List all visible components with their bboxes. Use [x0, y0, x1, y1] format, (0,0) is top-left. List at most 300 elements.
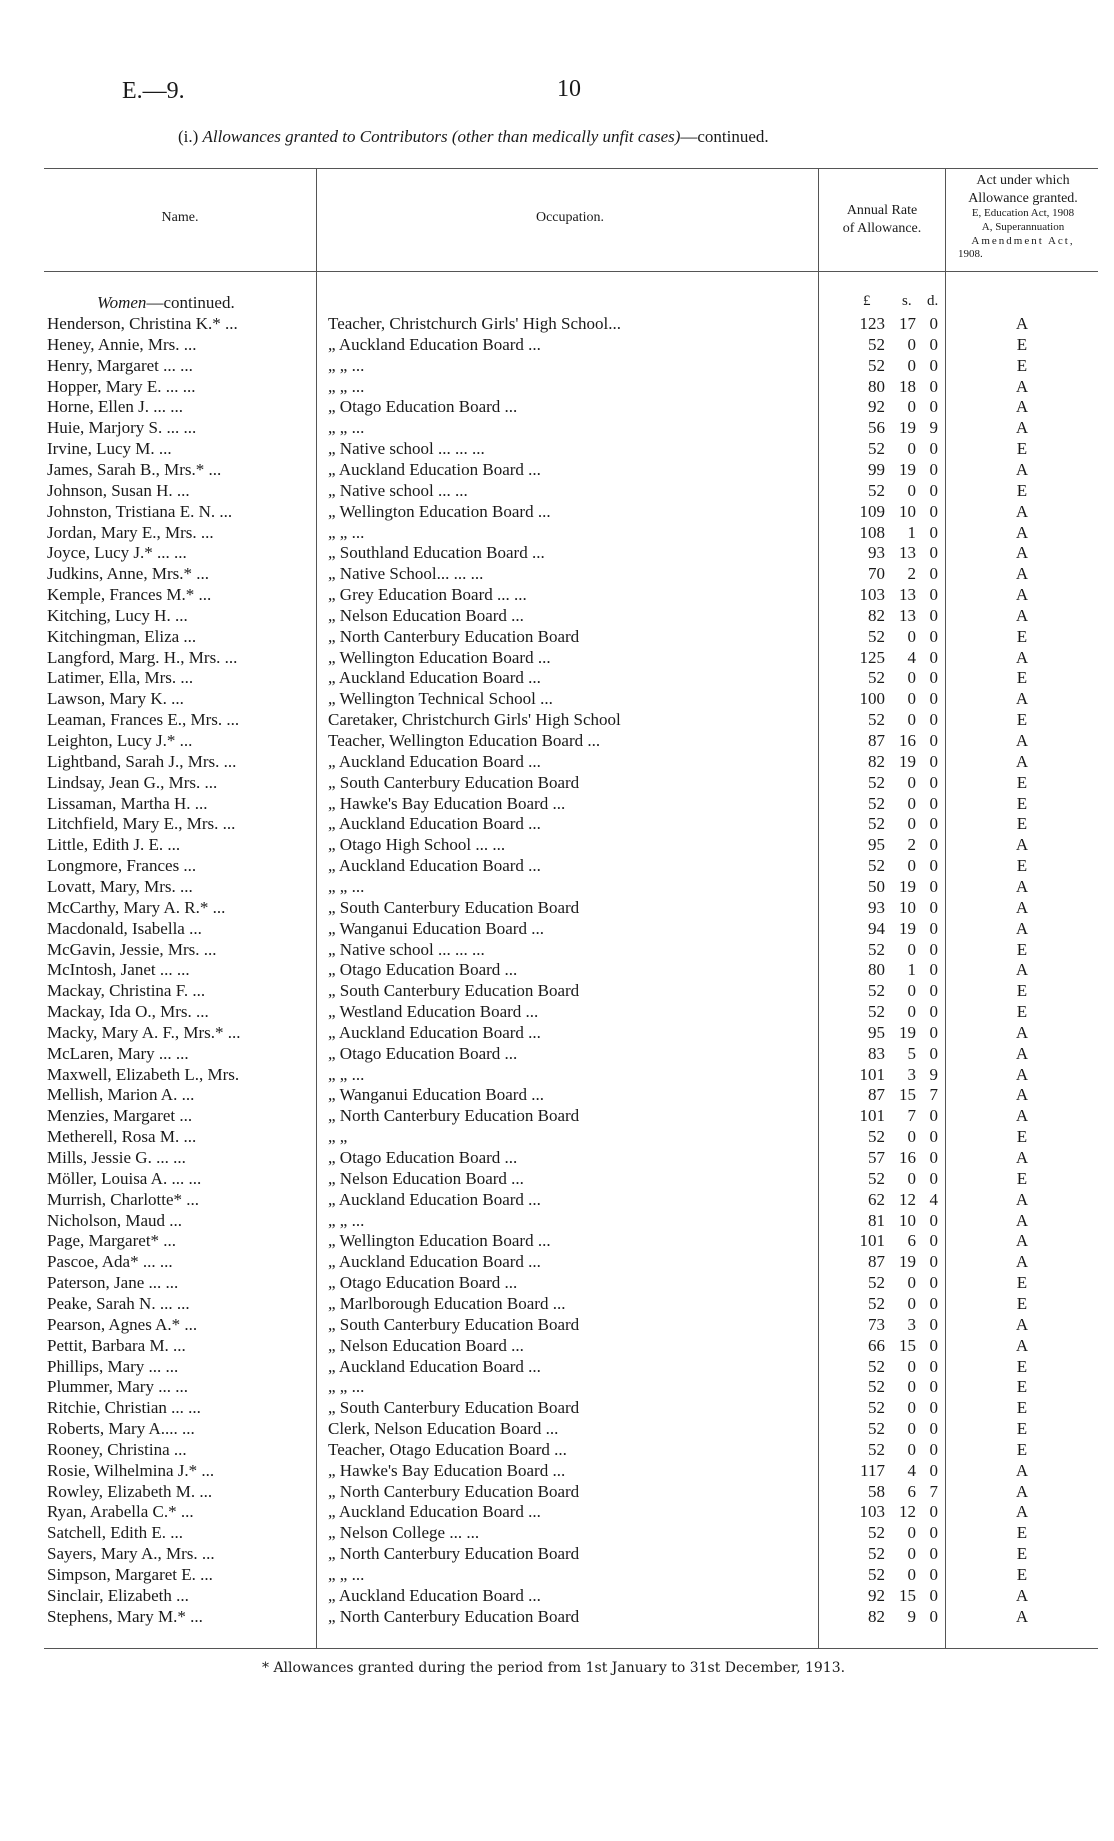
row-occupation: „ „ ...: [328, 1064, 365, 1084]
row-pence: 0: [929, 1565, 938, 1584]
table-row: [0, 1482, 1114, 1503]
row-shillings: 6: [907, 1481, 916, 1501]
row-pounds: 117: [860, 1460, 885, 1480]
row-act: A: [1015, 1502, 1029, 1522]
row-shillings: 10: [899, 1210, 916, 1230]
row-name: Ritchie, Christian ... ...: [47, 1398, 201, 1418]
row-act: A: [1015, 1606, 1029, 1626]
table-row: [0, 1065, 1114, 1086]
row-pence: 0: [929, 710, 938, 730]
row-pence: 0: [929, 334, 938, 354]
row-act: E: [1016, 710, 1028, 730]
row-name: Metherell, Rosa M. ...: [47, 1127, 197, 1147]
table-row: [0, 627, 1114, 648]
row-occupation: „ „ ...: [328, 1377, 365, 1397]
table-row: [0, 1211, 1114, 1232]
row-shillings: 0: [907, 814, 916, 834]
row-occupation: „ Grey Education Board ... ...: [328, 585, 527, 605]
row-act: E: [1016, 1168, 1028, 1188]
table-row: [0, 418, 1114, 439]
row-pounds: 58: [868, 1481, 885, 1501]
row-pence: 9: [929, 1064, 938, 1084]
row-pounds: 52: [868, 1565, 885, 1584]
row-pounds: 87: [868, 1085, 885, 1105]
table-row: [0, 1169, 1114, 1190]
row-shillings: 4: [907, 647, 916, 667]
row-occupation: „ North Canterbury Education Board: [328, 626, 580, 646]
row-pence: 0: [929, 1460, 938, 1480]
table-row: [0, 731, 1114, 752]
row-name: Pascoe, Ada* ... ...: [47, 1252, 173, 1272]
row-name: Johnson, Susan H. ...: [47, 480, 190, 500]
row-pence: 0: [929, 397, 938, 417]
table-row: [0, 919, 1114, 940]
row-act: E: [1016, 1273, 1028, 1293]
row-pence: 0: [929, 668, 938, 688]
row-pounds: 92: [868, 1585, 885, 1605]
row-act: E: [1016, 772, 1028, 792]
row-name: Mackay, Ida O., Mrs. ...: [47, 1002, 209, 1022]
row-pence: 0: [929, 1127, 938, 1147]
row-occupation: „ „ ...: [328, 1210, 365, 1230]
row-act: A: [1015, 1314, 1029, 1334]
row-pounds: 52: [868, 480, 885, 500]
row-pounds: 83: [868, 1043, 885, 1063]
row-pence: 0: [929, 439, 938, 459]
row-act: E: [1016, 626, 1028, 646]
row-act: A: [1015, 522, 1029, 542]
row-occupation: „ Auckland Education Board ...: [328, 856, 541, 876]
table-row: [0, 335, 1114, 356]
row-name: Murrish, Charlotte* ...: [47, 1189, 200, 1209]
row-pence: 0: [929, 772, 938, 792]
act-header-line4: A, Superannuation: [981, 220, 1065, 233]
act-header-line2: Allowance granted.: [968, 190, 1078, 206]
row-pounds: 52: [868, 1273, 885, 1293]
row-pounds: 101: [859, 1064, 885, 1084]
row-pounds: 52: [868, 626, 885, 646]
row-shillings: 2: [907, 564, 916, 584]
table-row: [0, 981, 1114, 1002]
row-pounds: 52: [868, 772, 885, 792]
row-pounds: 73: [868, 1314, 885, 1334]
row-act: A: [1015, 1231, 1029, 1251]
row-act: A: [1015, 1585, 1029, 1605]
row-act: A: [1015, 1148, 1029, 1167]
row-act: A: [1015, 1043, 1029, 1063]
table-row: [0, 1044, 1114, 1065]
row-pounds: 101: [859, 1106, 885, 1126]
row-pence: 0: [929, 314, 938, 333]
row-pence: 0: [929, 1356, 938, 1376]
row-occupation: „ Auckland Education Board ...: [328, 668, 541, 688]
row-occupation: „ Hawke's Bay Education Board ...: [328, 793, 566, 813]
row-pounds: 52: [868, 1356, 885, 1376]
row-shillings: 0: [907, 439, 916, 459]
row-occupation: „ Auckland Education Board ...: [328, 1585, 541, 1605]
table-row: [0, 502, 1114, 523]
row-act: E: [1016, 1398, 1028, 1418]
row-pounds: 52: [868, 1377, 885, 1397]
row-shillings: 0: [907, 1439, 916, 1459]
row-shillings: 1: [907, 522, 916, 542]
row-act: A: [1015, 1252, 1029, 1272]
row-name: McIntosh, Janet ... ...: [47, 960, 190, 980]
row-pounds: 56: [868, 418, 885, 438]
row-shillings: 5: [907, 1043, 916, 1063]
row-occupation: „ Otago Education Board ...: [328, 397, 518, 417]
row-act: E: [1016, 1127, 1028, 1147]
row-pounds: 109: [859, 501, 885, 521]
row-shillings: 13: [899, 605, 916, 625]
row-occupation: „ North Canterbury Education Board: [328, 1606, 580, 1626]
row-pence: 0: [929, 585, 938, 605]
table-row: [0, 877, 1114, 898]
row-name: Henderson, Christina K.* ...: [47, 314, 238, 333]
act-header-line1: Act under which: [976, 173, 1070, 188]
row-name: Hopper, Mary E. ... ...: [47, 376, 196, 396]
row-pounds: 52: [868, 1544, 885, 1564]
row-act: A: [1015, 564, 1029, 584]
table-row: [0, 1273, 1114, 1294]
row-occupation: „ South Canterbury Education Board: [328, 1314, 580, 1334]
table-row: [0, 1523, 1114, 1544]
pence-unit: d.: [927, 293, 939, 309]
table-row: [0, 1106, 1114, 1127]
row-shillings: 19: [899, 418, 916, 438]
row-shillings: 17: [899, 314, 916, 333]
row-pence: 0: [929, 1293, 938, 1313]
row-shillings: 0: [907, 1398, 916, 1418]
table-row: [0, 585, 1114, 606]
row-pence: 0: [929, 1335, 938, 1355]
row-shillings: 0: [907, 1544, 916, 1564]
row-act: E: [1016, 1419, 1028, 1439]
row-shillings: 0: [907, 689, 916, 709]
row-pence: 9: [929, 418, 938, 438]
row-name: Pearson, Agnes A.* ...: [47, 1314, 198, 1334]
row-pence: 0: [929, 1523, 938, 1543]
row-pence: 0: [929, 1544, 938, 1564]
row-occupation: „ „: [328, 1127, 348, 1147]
row-shillings: 16: [899, 1148, 916, 1167]
row-name: Rooney, Christina ...: [47, 1439, 187, 1459]
row-pence: 4: [929, 1189, 938, 1209]
table-row: [0, 1085, 1114, 1106]
row-occupation: „ Native School... ... ...: [328, 564, 484, 584]
row-name: Peake, Sarah N. ... ...: [47, 1293, 190, 1313]
row-act: A: [1015, 543, 1029, 563]
table-row: [0, 940, 1114, 961]
row-pence: 0: [929, 626, 938, 646]
row-pence: 0: [929, 939, 938, 959]
row-pence: 0: [929, 1106, 938, 1126]
row-occupation: „ Wanganui Education Board ...: [328, 918, 544, 938]
table-row: [0, 1252, 1114, 1273]
row-occupation: Teacher, Otago Education Board ...: [328, 1439, 567, 1459]
row-occupation: Teacher, Wellington Education Board ...: [328, 731, 601, 750]
row-act: E: [1016, 1377, 1028, 1397]
row-pounds: 103: [859, 1502, 885, 1522]
row-pounds: 52: [868, 939, 885, 959]
table-row: [0, 1377, 1114, 1398]
row-pence: 0: [929, 1585, 938, 1605]
row-shillings: 0: [907, 480, 916, 500]
row-pence: 0: [929, 897, 938, 917]
row-shillings: 0: [907, 1377, 916, 1397]
row-act: A: [1015, 835, 1029, 855]
row-pounds: 80: [868, 960, 885, 980]
row-pence: 0: [929, 564, 938, 584]
row-pounds: 82: [868, 751, 885, 771]
row-act: E: [1016, 981, 1028, 1001]
row-act: A: [1015, 605, 1029, 625]
row-pence: 0: [929, 856, 938, 876]
row-pounds: 87: [868, 1252, 885, 1272]
row-name: Jordan, Mary E., Mrs. ...: [47, 522, 214, 542]
header-bottom-rule: [44, 271, 1098, 272]
rate-header-line2: of Allowance.: [842, 220, 922, 236]
row-name: Maxwell, Elizabeth L., Mrs.: [47, 1064, 240, 1084]
row-occupation: „ Hawke's Bay Education Board ...: [328, 1460, 566, 1480]
row-name: Litchfield, Mary E., Mrs. ...: [47, 814, 236, 834]
table-row: [0, 439, 1114, 460]
row-pence: 7: [929, 1481, 938, 1501]
row-shillings: 0: [907, 1293, 916, 1313]
row-name: Lightband, Sarah J., Mrs. ...: [47, 751, 237, 771]
row-pounds: 52: [868, 1419, 885, 1439]
row-pence: 0: [929, 1273, 938, 1293]
table-row: [0, 898, 1114, 919]
row-shillings: 15: [899, 1585, 916, 1605]
row-shillings: 15: [899, 1335, 916, 1355]
table-bottom-rule: [44, 1648, 1098, 1649]
row-name: Lindsay, Jean G., Mrs. ...: [47, 772, 218, 792]
row-act: E: [1016, 939, 1028, 959]
row-act: A: [1015, 1085, 1029, 1105]
row-shillings: 3: [907, 1314, 916, 1334]
row-shillings: 19: [899, 459, 916, 479]
row-occupation: „ Nelson Education Board ...: [328, 605, 524, 625]
row-shillings: 0: [907, 710, 916, 730]
column-header-name: Name.: [161, 210, 199, 225]
row-act: A: [1015, 397, 1029, 417]
row-shillings: 9: [907, 1606, 916, 1626]
row-occupation: „ Nelson College ... ...: [328, 1523, 480, 1543]
row-act: A: [1015, 1064, 1029, 1084]
table-row: [0, 377, 1114, 398]
row-pence: 0: [929, 355, 938, 375]
row-pounds: 108: [859, 522, 885, 542]
table-row: [0, 668, 1114, 689]
row-shillings: 0: [907, 856, 916, 876]
row-shillings: 0: [907, 1419, 916, 1439]
row-occupation: „ South Canterbury Education Board: [328, 981, 580, 1001]
row-shillings: 0: [907, 1168, 916, 1188]
row-name: Sayers, Mary A., Mrs. ...: [47, 1544, 215, 1564]
row-act: A: [1015, 689, 1029, 709]
row-pounds: 70: [868, 564, 885, 584]
table-row: [0, 1565, 1114, 1586]
row-act: E: [1016, 856, 1028, 876]
row-pence: 0: [929, 731, 938, 750]
row-pounds: 100: [859, 689, 885, 709]
row-name: Lovatt, Mary, Mrs. ...: [47, 876, 193, 896]
table-row: [0, 1002, 1114, 1023]
row-name: Leaman, Frances E., Mrs. ...: [47, 710, 240, 730]
row-pounds: 52: [868, 856, 885, 876]
table-row: [0, 356, 1114, 377]
row-pence: 0: [929, 960, 938, 980]
row-shillings: 19: [899, 876, 916, 896]
row-occupation: „ „ ...: [328, 418, 365, 438]
row-occupation: „ Auckland Education Board ...: [328, 334, 541, 354]
row-shillings: 16: [899, 731, 916, 750]
row-pence: 0: [929, 876, 938, 896]
row-occupation: „ „ ...: [328, 876, 365, 896]
row-pence: 0: [929, 751, 938, 771]
row-pounds: 52: [868, 1293, 885, 1313]
table-row: [0, 564, 1114, 585]
table-row: [0, 1190, 1114, 1211]
row-pounds: 52: [868, 1168, 885, 1188]
row-pounds: 87: [868, 731, 885, 750]
row-shillings: 0: [907, 981, 916, 1001]
row-act: A: [1015, 647, 1029, 667]
document-reference: E.—9.: [122, 78, 185, 104]
table-row: [0, 543, 1114, 564]
table-row: [0, 710, 1114, 731]
row-act: A: [1015, 918, 1029, 938]
row-pounds: 52: [868, 355, 885, 375]
row-name: Little, Edith J. E. ...: [47, 835, 181, 855]
row-occupation: „ Auckland Education Board ...: [328, 1252, 541, 1272]
row-act: A: [1015, 376, 1029, 396]
row-shillings: 13: [899, 543, 916, 563]
row-name: Lissaman, Martha H. ...: [47, 793, 208, 813]
row-shillings: 0: [907, 1356, 916, 1376]
row-shillings: 7: [907, 1106, 916, 1126]
row-pounds: 52: [868, 334, 885, 354]
row-act: A: [1015, 1460, 1029, 1480]
row-name: Mills, Jessie G. ... ...: [47, 1148, 186, 1167]
row-name: Page, Margaret* ...: [47, 1231, 177, 1251]
row-occupation: „ Wellington Education Board ...: [328, 1231, 551, 1251]
row-occupation: „ Auckland Education Board ...: [328, 459, 541, 479]
row-occupation: „ Native school ... ... ...: [328, 939, 485, 959]
row-pence: 0: [929, 501, 938, 521]
table-row: [0, 606, 1114, 627]
row-name: Simpson, Margaret E. ...: [47, 1565, 213, 1584]
row-pounds: 50: [868, 876, 885, 896]
row-shillings: 0: [907, 793, 916, 813]
table-row: [0, 1023, 1114, 1044]
table-row: [0, 1398, 1114, 1419]
table-row: [0, 1502, 1114, 1523]
row-pence: 0: [929, 605, 938, 625]
row-shillings: 0: [907, 355, 916, 375]
row-pence: 0: [929, 459, 938, 479]
row-pence: 0: [929, 1002, 938, 1022]
row-occupation: „ Otago High School ... ...: [328, 835, 506, 855]
table-row: [0, 1607, 1114, 1628]
row-act: E: [1016, 334, 1028, 354]
row-pence: 0: [929, 1168, 938, 1188]
row-shillings: 1: [907, 960, 916, 980]
row-shillings: 15: [899, 1085, 916, 1105]
row-pence: 0: [929, 814, 938, 834]
row-pence: 0: [929, 1377, 938, 1397]
row-shillings: 0: [907, 626, 916, 646]
page-number: 10: [557, 76, 581, 102]
row-pounds: 52: [868, 1398, 885, 1418]
row-pounds: 93: [868, 897, 885, 917]
row-shillings: 3: [907, 1064, 916, 1084]
row-name: Latimer, Ella, Mrs. ...: [47, 668, 194, 688]
table-row: [0, 1440, 1114, 1461]
row-act: A: [1015, 960, 1029, 980]
row-act: E: [1016, 1002, 1028, 1022]
row-occupation: „ Auckland Education Board ...: [328, 1502, 541, 1522]
row-name: Longmore, Frances ...: [47, 856, 197, 876]
row-pence: 0: [929, 918, 938, 938]
row-name: McLaren, Mary ... ...: [47, 1043, 189, 1063]
row-act: E: [1016, 793, 1028, 813]
pounds-unit: £: [863, 293, 871, 309]
row-occupation: „ Auckland Education Board ...: [328, 1356, 541, 1376]
row-pence: 0: [929, 1419, 938, 1439]
row-pence: 7: [929, 1085, 938, 1105]
row-pence: 0: [929, 793, 938, 813]
row-act: E: [1016, 480, 1028, 500]
row-shillings: 0: [907, 1002, 916, 1022]
row-name: Rosie, Wilhelmina J.* ...: [47, 1460, 215, 1480]
row-name: James, Sarah B., Mrs.* ...: [47, 459, 222, 479]
row-pounds: 93: [868, 543, 885, 563]
table-row: [0, 773, 1114, 794]
row-occupation: „ „ ...: [328, 376, 365, 396]
row-shillings: 19: [899, 1022, 916, 1042]
row-act: A: [1015, 751, 1029, 771]
row-pence: 0: [929, 522, 938, 542]
table-row: [0, 1127, 1114, 1148]
row-act: A: [1015, 314, 1029, 333]
row-pounds: 52: [868, 710, 885, 730]
row-pounds: 101: [859, 1231, 885, 1251]
table-row: [0, 397, 1114, 418]
row-pounds: 52: [868, 793, 885, 813]
row-pounds: 52: [868, 668, 885, 688]
row-occupation: „ Wellington Education Board ...: [328, 501, 551, 521]
row-shillings: 12: [899, 1502, 916, 1522]
row-occupation: „ Auckland Education Board ...: [328, 1189, 541, 1209]
table-top-rule: [44, 168, 1098, 169]
row-name: Satchell, Edith E. ...: [47, 1523, 183, 1543]
row-pence: 0: [929, 1252, 938, 1272]
row-name: Nicholson, Maud ...: [47, 1210, 183, 1230]
row-pounds: 99: [868, 459, 885, 479]
row-act: E: [1016, 668, 1028, 688]
row-occupation: „ Wellington Technical School ...: [328, 689, 553, 709]
shillings-unit: s.: [902, 293, 912, 309]
row-name: Kitching, Lucy H. ...: [47, 605, 188, 625]
subtitle-continued: —continued.: [680, 127, 769, 146]
row-occupation: „ Auckland Education Board ...: [328, 814, 541, 834]
row-name: Mackay, Christina F. ...: [47, 981, 206, 1001]
row-occupation: Teacher, Christchurch Girls' High School...: [328, 314, 621, 333]
column-header-rate: [822, 202, 942, 237]
row-pence: 0: [929, 480, 938, 500]
